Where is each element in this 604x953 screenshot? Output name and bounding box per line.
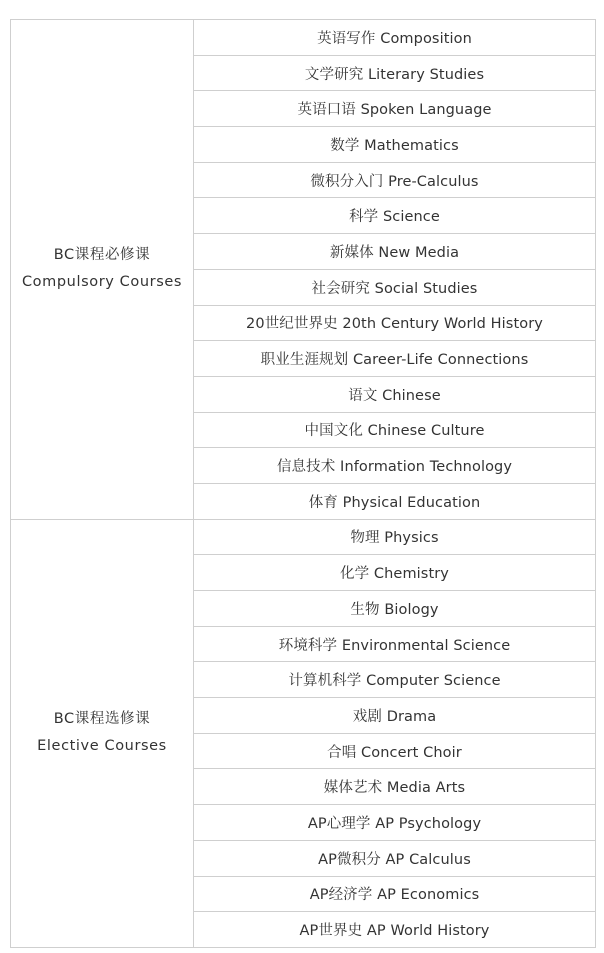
course-cell: 科学 Science: [194, 198, 596, 234]
course-cell: 环境科学 Environmental Science: [194, 626, 596, 662]
course-cell: 文学研究 Literary Studies: [194, 55, 596, 91]
course-cell: 语文 Chinese: [194, 376, 596, 412]
course-cell: 体育 Physical Education: [194, 483, 596, 519]
course-cell: 微积分入门 Pre-Calculus: [194, 162, 596, 198]
category-name-zh: BC课程必修课: [53, 247, 151, 264]
course-cell: 20世纪世界史 20th Century World History: [194, 305, 596, 341]
course-cell: 英语口语 Spoken Language: [194, 91, 596, 127]
category-name-en: Elective Courses: [37, 738, 167, 755]
course-cell: 计算机科学 Computer Science: [194, 662, 596, 698]
course-cell: 中国文化 Chinese Culture: [194, 412, 596, 448]
course-cell: 数学 Mathematics: [194, 127, 596, 163]
course-table-body: [11, 20, 596, 948]
course-cell: 信息技术 Information Technology: [194, 448, 596, 484]
course-cell: 媒体艺术 Media Arts: [194, 769, 596, 805]
course-cell: 合唱 Concert Choir: [194, 733, 596, 769]
category-name-en: Compulsory Courses: [21, 274, 183, 291]
course-cell: 生物 Biology: [194, 591, 596, 627]
course-cell: 英语写作 Composition: [194, 20, 596, 56]
course-cell: 职业生涯规划 Career-Life Connections: [194, 341, 596, 377]
course-cell: 新媒体 New Media: [194, 234, 596, 270]
category-cell: [11, 519, 194, 947]
course-cell: AP经济学 AP Economics: [194, 876, 596, 912]
course-cell: 戏剧 Drama: [194, 698, 596, 734]
course-table: [10, 19, 596, 948]
course-cell: 社会研究 Social Studies: [194, 269, 596, 305]
course-cell: AP心理学 AP Psychology: [194, 805, 596, 841]
category-cell: [11, 20, 194, 520]
table-row: [11, 519, 596, 555]
table-row: [11, 20, 596, 56]
course-cell: AP世界史 AP World History: [194, 912, 596, 948]
course-cell: AP微积分 AP Calculus: [194, 840, 596, 876]
course-cell: 物理 Physics: [194, 519, 596, 555]
course-cell: 化学 Chemistry: [194, 555, 596, 591]
category-name-zh: BC课程选修课: [53, 711, 151, 728]
